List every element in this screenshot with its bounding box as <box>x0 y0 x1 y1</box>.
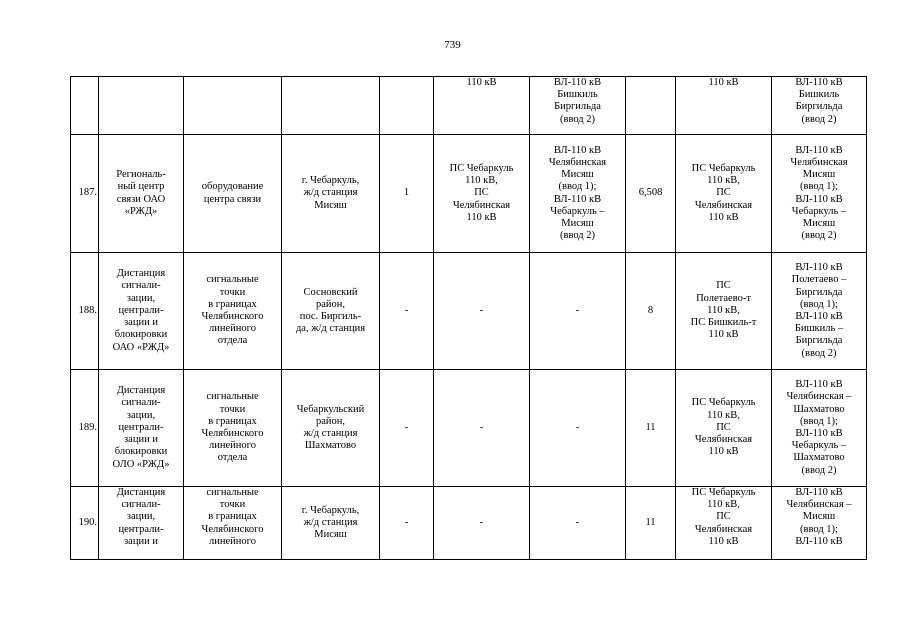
category-cell: - <box>380 253 434 370</box>
source-substation-cell: - <box>434 253 530 370</box>
source-substation-cell: ПС Чебаркуль 110 кВ, ПС Челябинская 110 кВ <box>434 135 530 253</box>
supply-line-alt-cell: ВЛ-110 кВ Челябинская – Мисяш (ввод 1); ВЛ-110 кВ <box>772 487 867 560</box>
row-number-cell: 189. <box>71 370 99 487</box>
source-substation-alt-cell: ПС Чебаркуль 110 кВ, ПС Челябинская 110 кВ <box>676 370 772 487</box>
power-cell: 11 <box>626 487 676 560</box>
supply-line-alt-cell: ВЛ-110 кВ Челябинская Мисяш (ввод 1); ВЛ-110 кВ Чебаркуль – Мисяш (ввод 2) <box>772 135 867 253</box>
supply-line-cell: - <box>530 253 626 370</box>
table-row <box>71 487 867 560</box>
source-substation-cell: - <box>434 487 530 560</box>
power-cell: 6,508 <box>626 135 676 253</box>
category-cell: - <box>380 487 434 560</box>
consumer-cell: Дистанция сигнали- зации, централи- зации и блокировки ОАО «РЖД» <box>99 253 184 370</box>
row-number-cell <box>71 77 99 135</box>
supply-line-alt-cell: ВЛ-110 кВ Челябинская – Шахматово (ввод 1); ВЛ-110 кВ Чебаркуль – Шахматово (ввод 2) <box>772 370 867 487</box>
source-substation-alt-cell: 110 кВ <box>676 77 772 135</box>
supply-line-cell: ВЛ-110 кВ Челябинская Мисяш (ввод 1); ВЛ-110 кВ Чебаркуль – Мисяш (ввод 2) <box>530 135 626 253</box>
location-cell <box>282 77 380 135</box>
row-number-cell: 190. <box>71 487 99 560</box>
power-cell: 8 <box>626 253 676 370</box>
supply-line-cell: - <box>530 487 626 560</box>
supply-line-cell: ВЛ-110 кВ Бишкиль Биргильда (ввод 2) <box>530 77 626 135</box>
power-cell: 11 <box>626 370 676 487</box>
supply-line-cell: - <box>530 370 626 487</box>
consumer-cell: Дистанция сигнали- зации, централи- зации и <box>99 487 184 560</box>
table-row <box>71 253 867 370</box>
consumer-cell: Дистанция сигнали- зации, централи- зации и блокировки ОЛО «РЖД» <box>99 370 184 487</box>
equipment-cell <box>184 77 282 135</box>
location-cell: г. Чебаркуль, ж/д станция Мисяш <box>282 135 380 253</box>
equipment-cell: сигнальные точки в границах Челябинского линейного отдела <box>184 253 282 370</box>
table-row <box>71 77 867 135</box>
row-number-cell: 188. <box>71 253 99 370</box>
equipment-cell: оборудование центра связи <box>184 135 282 253</box>
supply-line-alt-cell: ВЛ-110 кВ Бишкиль Биргильда (ввод 2) <box>772 77 867 135</box>
page-number: 739 <box>444 39 461 51</box>
category-cell <box>380 77 434 135</box>
location-cell: г. Чебаркуль, ж/д станция Мисяш <box>282 487 380 560</box>
equipment-cell: сигнальные точки в границах Челябинского линейного отдела <box>184 370 282 487</box>
table-row <box>71 370 867 487</box>
consumer-cell <box>99 77 184 135</box>
row-number-cell: 187. <box>71 135 99 253</box>
table-row <box>71 135 867 253</box>
source-substation-cell: - <box>434 370 530 487</box>
consumer-registry-table <box>70 76 867 560</box>
source-substation-alt-cell: ПС Полетаево-т 110 кВ, ПС Бишкиль-т 110 кВ <box>676 253 772 370</box>
category-cell: 1 <box>380 135 434 253</box>
consumer-cell: Региональ- ный центр связи ОАО «РЖД» <box>99 135 184 253</box>
source-substation-cell: 110 кВ <box>434 77 530 135</box>
category-cell: - <box>380 370 434 487</box>
supply-line-alt-cell: ВЛ-110 кВ Полетаево – Биргильда (ввод 1); ВЛ-110 кВ Бишкиль – Биргильда (ввод 2) <box>772 253 867 370</box>
source-substation-alt-cell: ПС Чебаркуль 110 кВ, ПС Челябинская 110 кВ <box>676 487 772 560</box>
location-cell: Сосновский район, пос. Биргиль- да, ж/д станция <box>282 253 380 370</box>
power-cell <box>626 77 676 135</box>
equipment-cell: сигнальные точки в границах Челябинского линейного <box>184 487 282 560</box>
source-substation-alt-cell: ПС Чебаркуль 110 кВ, ПС Челябинская 110 кВ <box>676 135 772 253</box>
location-cell: Чебаркульский район, ж/д станция Шахматово <box>282 370 380 487</box>
